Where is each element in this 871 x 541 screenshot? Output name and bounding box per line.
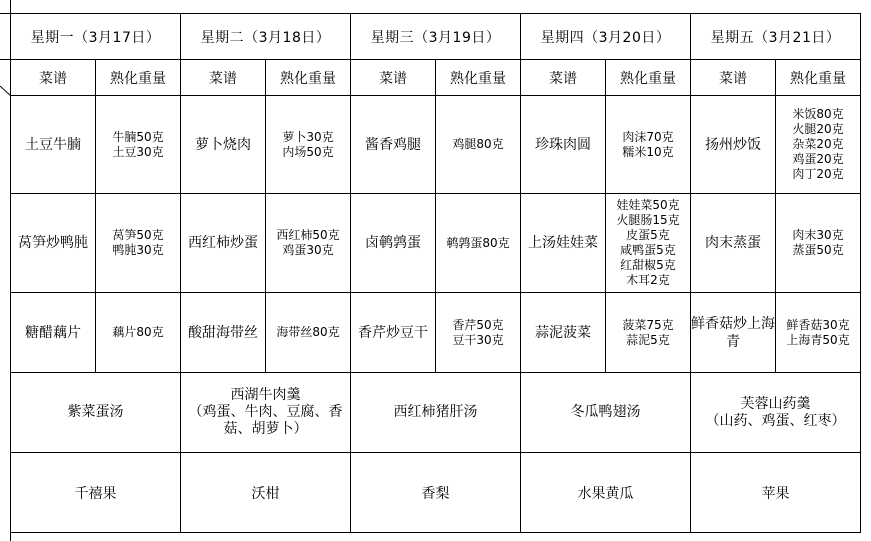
recipe-header: 菜谱 [11,60,96,96]
day-header-row [11,14,861,60]
day-header-thu: 星期四（3月20日） [521,14,691,60]
soup-wed: 西红柿猪肝汤 [351,373,521,453]
dish-weight: 肉沫70克 糯米10克 [606,96,691,194]
fruit-row [11,453,861,533]
fruit-fri: 苹果 [691,453,861,533]
recipe-header: 菜谱 [351,60,436,96]
dish-row-1 [11,96,861,194]
day-header-wed: 星期三（3月19日） [351,14,521,60]
dish-name: 土豆牛腩 [11,96,96,194]
dish-weight: 香芹50克 豆干30克 [436,293,521,373]
soup-fri: 芙蓉山药羹 （山药、鸡蛋、红枣） [691,373,861,453]
weight-header: 熟化重量 [436,60,521,96]
dish-name: 扬州炒饭 [691,96,776,194]
column-header-row [11,60,861,96]
weekly-menu-table [10,13,861,533]
weight-header: 熟化重量 [96,60,181,96]
fruit-tue: 沃柑 [181,453,351,533]
dish-name: 蒜泥菠菜 [521,293,606,373]
dish-weight: 西红柿50克 鸡蛋30克 [266,194,351,293]
fruit-thu: 水果黄瓜 [521,453,691,533]
dish-weight: 肉末30克 蒸蛋50克 [776,194,861,293]
soup-tue: 西湖牛肉羹 （鸡蛋、牛肉、豆腐、香菇、胡萝卜） [181,373,351,453]
dish-weight: 娃娃菜50克 火腿肠15克 皮蛋5克 咸鸭蛋5克 红甜椒5克 木耳2克 [606,194,691,293]
weight-header: 熟化重量 [606,60,691,96]
dish-name: 莴笋炒鸭肫 [11,194,96,293]
dish-weight: 莴笋50克 鸭肫30克 [96,194,181,293]
dish-row-3 [11,293,861,373]
dish-name: 酱香鸡腿 [351,96,436,194]
day-header-mon: 星期一（3月17日） [11,14,181,60]
day-header-fri: 星期五（3月21日） [691,14,861,60]
weight-header: 熟化重量 [776,60,861,96]
dish-weight: 鹌鹑蛋80克 [436,194,521,293]
dish-weight: 米饭80克 火腿20克 杂菜20克 鸡蛋20克 肉丁20克 [776,96,861,194]
soup-row [11,373,861,453]
dish-name: 珍珠肉圆 [521,96,606,194]
dish-name: 萝卜烧肉 [181,96,266,194]
dish-name: 酸甜海带丝 [181,293,266,373]
dish-row-2 [11,194,861,293]
dish-name: 肉末蒸蛋 [691,194,776,293]
dish-name: 糖醋藕片 [11,293,96,373]
fruit-wed: 香梨 [351,453,521,533]
dish-weight: 鸡腿80克 [436,96,521,194]
dish-name: 鲜香菇炒上海青 [691,293,776,373]
soup-thu: 冬瓜鸭翅汤 [521,373,691,453]
dish-name: 卤鹌鹑蛋 [351,194,436,293]
dish-name: 上汤娃娃菜 [521,194,606,293]
dish-weight: 菠菜75克 蒜泥5克 [606,293,691,373]
day-header-tue: 星期二（3月18日） [181,14,351,60]
dish-weight: 海带丝80克 [266,293,351,373]
soup-mon: 紫菜蛋汤 [11,373,181,453]
dish-name: 香芹炒豆干 [351,293,436,373]
dish-weight: 藕片80克 [96,293,181,373]
dish-weight: 萝卜30克 内场50克 [266,96,351,194]
recipe-header: 菜谱 [521,60,606,96]
weight-header: 熟化重量 [266,60,351,96]
fruit-mon: 千禧果 [11,453,181,533]
dish-name: 西红柿炒蛋 [181,194,266,293]
recipe-header: 菜谱 [691,60,776,96]
dish-weight: 牛腩50克 土豆30克 [96,96,181,194]
recipe-header: 菜谱 [181,60,266,96]
dish-weight: 鲜香菇30克 上海青50克 [776,293,861,373]
